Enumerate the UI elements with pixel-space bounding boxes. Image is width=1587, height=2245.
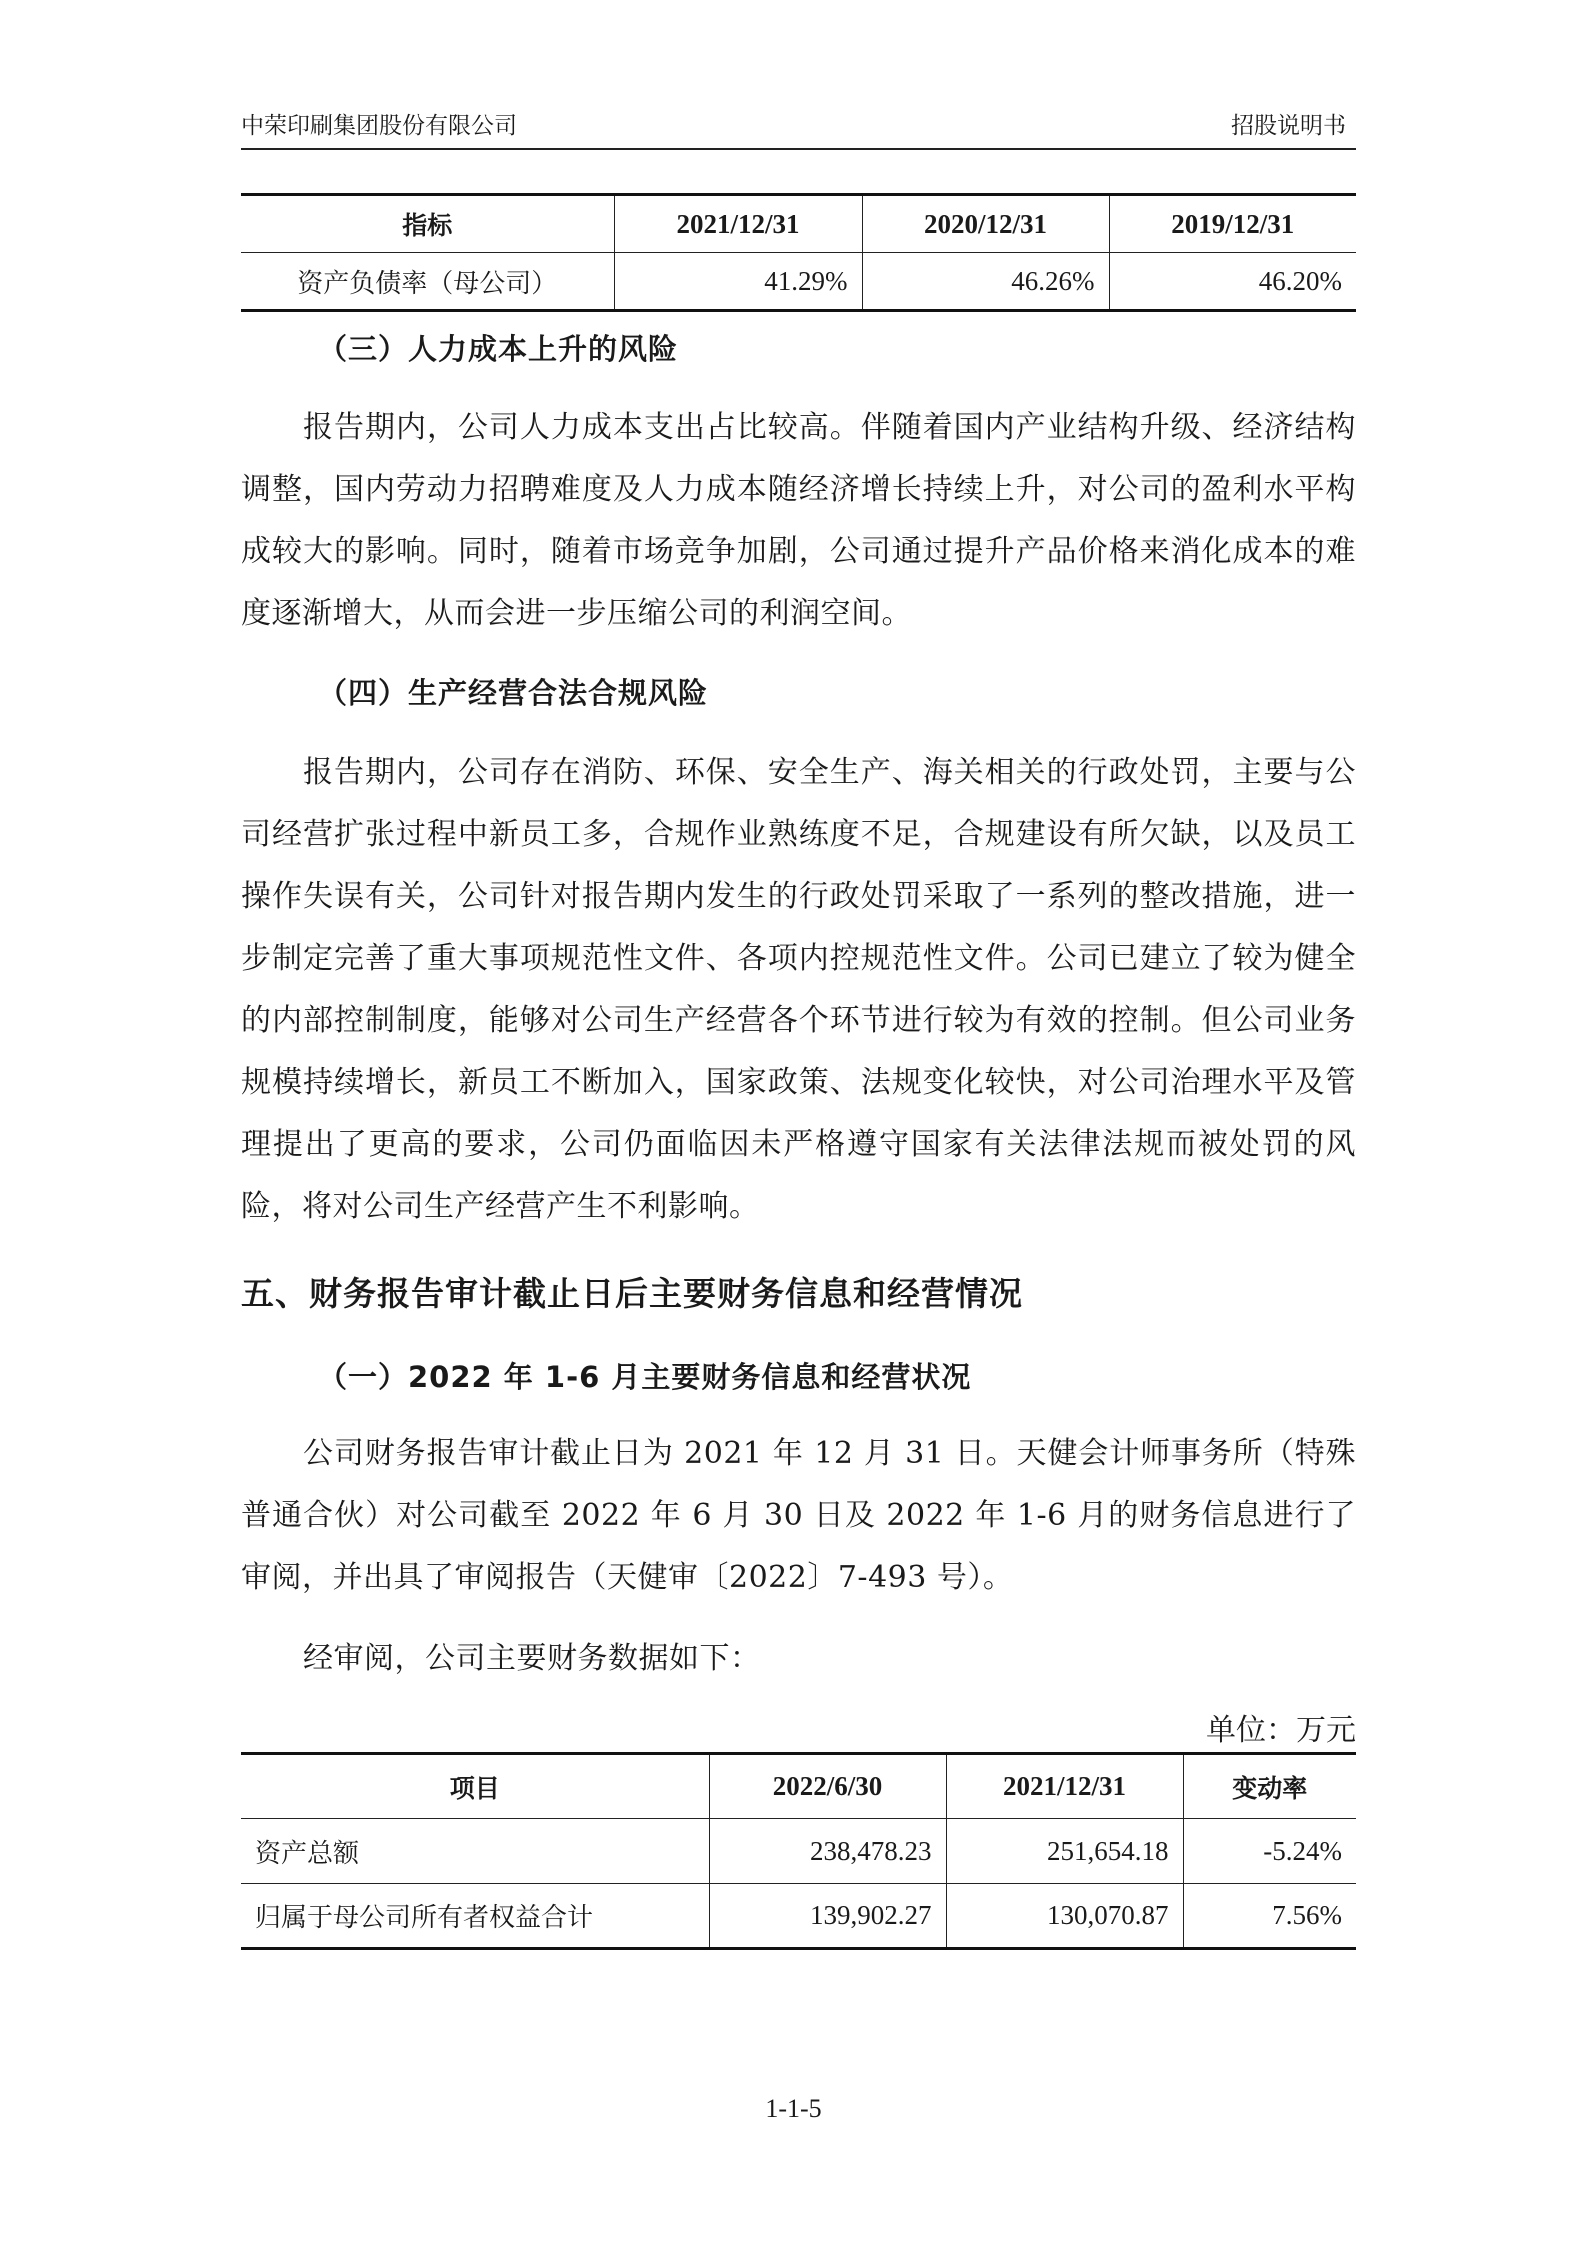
paragraph-review-report: 公司财务报告审计截止日为 2021 年 12 月 31 日。天健会计师事务所（特殊普通合伙）对公司截至 2022 年 6 月 30 日及 2022 年 1-6 月的财务信息进行了审阅，并出具了审阅报告（天健审〔2022〕7-493 号）。: [241, 1436, 1356, 1595]
financial-data-table: [241, 1752, 1356, 1950]
column-header-2020: 2020/12/31: [862, 195, 1109, 253]
cell-value: -5.24%: [1183, 1819, 1356, 1884]
table-row: [241, 1819, 1356, 1884]
cell-value: 251,654.18: [946, 1819, 1183, 1884]
table-row: [241, 253, 1356, 311]
column-header-2019: 2019/12/31: [1109, 195, 1356, 253]
table-row: [241, 1884, 1356, 1949]
cell-value: 7.56%: [1183, 1884, 1356, 1949]
unit-label: 单位：万元: [1206, 1713, 1356, 1748]
cell-value: 46.26%: [862, 253, 1109, 311]
cell-value: 46.20%: [1109, 253, 1356, 311]
section-heading-post-audit-info: 五、财务报告审计截止日后主要财务信息和经营情况: [241, 1274, 1023, 1313]
row-label: 资产负债率（母公司）: [241, 253, 614, 311]
header-divider: [241, 148, 1356, 150]
section-heading-labor-cost-risk: （三）人力成本上升的风险: [318, 332, 679, 366]
column-header-2021: 2021/12/31: [614, 195, 862, 253]
section-heading-compliance-risk: （四）生产经营合法合规风险: [318, 676, 709, 710]
cell-value: 139,902.27: [709, 1884, 946, 1949]
cell-value: 130,070.87: [946, 1884, 1183, 1949]
table-header-row: [241, 1754, 1356, 1819]
paragraph-financial-data-intro: 经审阅，公司主要财务数据如下：: [303, 1641, 761, 1676]
column-header-change-rate: 变动率: [1183, 1754, 1356, 1819]
debt-ratio-table: [241, 193, 1356, 312]
subsection-heading-h1-2022: （一）2022 年 1-6 月主要财务信息和经营状况: [318, 1360, 972, 1394]
column-header-2022-6-30: 2022/6/30: [709, 1754, 946, 1819]
cell-value: 238,478.23: [709, 1819, 946, 1884]
paragraph-compliance-risk: 报告期内，公司存在消防、环保、安全生产、海关相关的行政处罚，主要与公司经营扩张过程中新员工多，合规作业熟练度不足，合规建设有所欠缺，以及员工操作失误有关，公司针对报告期内发生的行政处罚采取了一系列的整改措施，进一步制定完善了重大事项规范性文件、各项内控规范性文件。公司已建立了较为健全的内部控制制度，能够对公司生产经营各个环节进行较为有效的控制。但公司业务规模持续增长，新员工不断加入，国家政策、法规变化较快，对公司治理水平及管理提出了更高的要求，公司仍面临因未严格遵守国家有关法律法规而被处罚的风险，将对公司生产经营产生不利影响。: [241, 755, 1356, 1224]
column-header-item: 项目: [241, 1754, 709, 1819]
cell-value: 41.29%: [614, 253, 862, 311]
row-label: 资产总额: [241, 1819, 709, 1884]
column-header-2021-12-31: 2021/12/31: [946, 1754, 1183, 1819]
row-label: 归属于母公司所有者权益合计: [241, 1884, 709, 1949]
header-company-name: 中荣印刷集团股份有限公司: [241, 113, 517, 139]
header-document-type: 招股说明书: [1231, 113, 1346, 139]
paragraph-labor-cost-risk: 报告期内，公司人力成本支出占比较高。伴随着国内产业结构升级、经济结构调整，国内劳动力招聘难度及人力成本随经济增长持续上升，对公司的盈利水平构成较大的影响。同时，随着市场竞争加剧，公司通过提升产品价格来消化成本的难度逐渐增大，从而会进一步压缩公司的利润空间。: [241, 410, 1356, 631]
table-header-row: [241, 195, 1356, 253]
page-number: 1-1-5: [765, 2094, 822, 2123]
column-header-indicator: 指标: [241, 195, 614, 253]
